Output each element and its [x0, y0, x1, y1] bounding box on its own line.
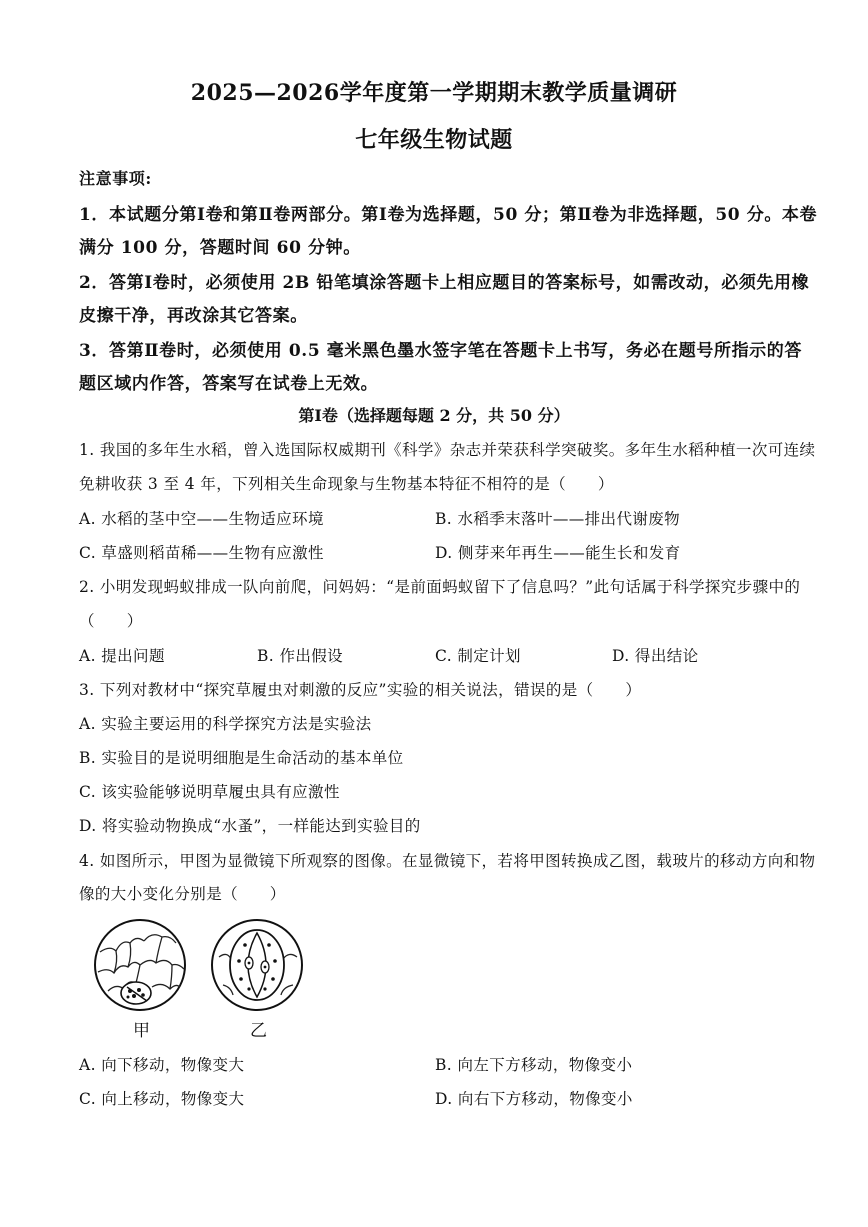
question-2-option-d: D. 得出结论: [612, 647, 699, 665]
question-4-option-b: B. 向左下方移动，物像变小: [435, 1056, 633, 1074]
figure-label-jia: 甲: [133, 1021, 150, 1041]
question-1-option-a: A. 水稻的茎中空——生物适应环境: [79, 510, 324, 528]
microscope-view-jia: [92, 917, 188, 1013]
question-4-option-a: A. 向下移动，物像变大: [79, 1056, 245, 1074]
microscope-view-yi: [209, 917, 305, 1013]
question-2-stem-line-1: 2. 小明发现蚂蚁排成一队向前爬，问妈妈：“是前面蚂蚁留下了信息吗？”此句话属于科学探究步骤中的: [79, 578, 801, 596]
question-2-option-b: B. 作出假设: [257, 647, 344, 665]
question-4-stem-line-1: 4. 如图所示，甲图为显微镜下所观察的图像。在显微镜下，若将甲图转换成乙图，载玻片的移动方向和物: [79, 852, 816, 870]
notice-item-2-line-2: 皮擦干净，再改涂其它答案。: [79, 306, 308, 326]
question-1-stem-line-1: 1. 我国的多年生水稻，曾入选国际权威期刊《科学》杂志并荣获科学突破奖。多年生水稻种植一次可连续: [79, 441, 816, 459]
notice-item-1-line-1: 1．本试题分第Ⅰ卷和第Ⅱ卷两部分。第Ⅰ卷为选择题，50 分；第Ⅱ卷为非选择题，50 分。本卷: [79, 205, 818, 225]
notice-item-3-line-2: 题区域内作答，答案写在试卷上无效。: [79, 374, 379, 394]
question-2-stem-line-2: （ ）: [79, 612, 143, 630]
question-4-option-c: C. 向上移动，物像变大: [79, 1090, 245, 1108]
question-3-stem: 3. 下列对教材中“探究草履虫对刺激的反应”实验的相关说法，错误的是（ ）: [79, 681, 642, 699]
section-heading: 第Ⅰ卷（选择题每题 2 分，共 50 分）: [298, 406, 570, 425]
question-4-stem-line-2: 像的大小变化分别是（ ）: [79, 885, 286, 903]
notice-heading: 注意事项:: [79, 169, 152, 188]
figure-label-yi: 乙: [250, 1021, 267, 1041]
question-2-option-c: C. 制定计划: [435, 647, 521, 665]
exam-title: 2025—2026学年度第一学期期末教学质量调研: [190, 80, 678, 106]
question-3-option-d: D. 将实验动物换成“水蚤”，一样能达到实验目的: [79, 817, 421, 835]
question-1-stem-line-2: 免耕收获 3 至 4 年，下列相关生命现象与生物基本特征不相符的是（ ）: [79, 475, 614, 493]
question-1-option-b: B. 水稻季末落叶——排出代谢废物: [435, 510, 681, 528]
question-2-option-a: A. 提出问题: [79, 647, 165, 665]
question-3-option-a: A. 实验主要运用的科学探究方法是实验法: [79, 715, 372, 733]
question-4-option-d: D. 向右下方移动，物像变小: [435, 1090, 633, 1108]
question-3-option-c: C. 该实验能够说明草履虫具有应激性: [79, 783, 340, 801]
question-1-option-d: D. 侧芽来年再生——能生长和发育: [435, 544, 681, 562]
exam-subtitle: 七年级生物试题: [355, 127, 513, 153]
notice-item-2-line-1: 2．答第Ⅰ卷时，必须使用 2B 铅笔填涂答题卡上相应题目的答案标号，如需改动，必须先用橡: [79, 273, 810, 293]
notice-item-3-line-1: 3．答第Ⅱ卷时，必须使用 0.5 毫米黑色墨水签字笔在答题卡上书写，务必在题号所指示的答: [79, 341, 802, 361]
question-1-option-c: C. 草盛则稻苗稀——生物有应激性: [79, 544, 324, 562]
notice-item-1-line-2: 满分 100 分，答题时间 60 分钟。: [79, 238, 361, 258]
question-3-option-b: B. 实验目的是说明细胞是生命活动的基本单位: [79, 749, 404, 767]
